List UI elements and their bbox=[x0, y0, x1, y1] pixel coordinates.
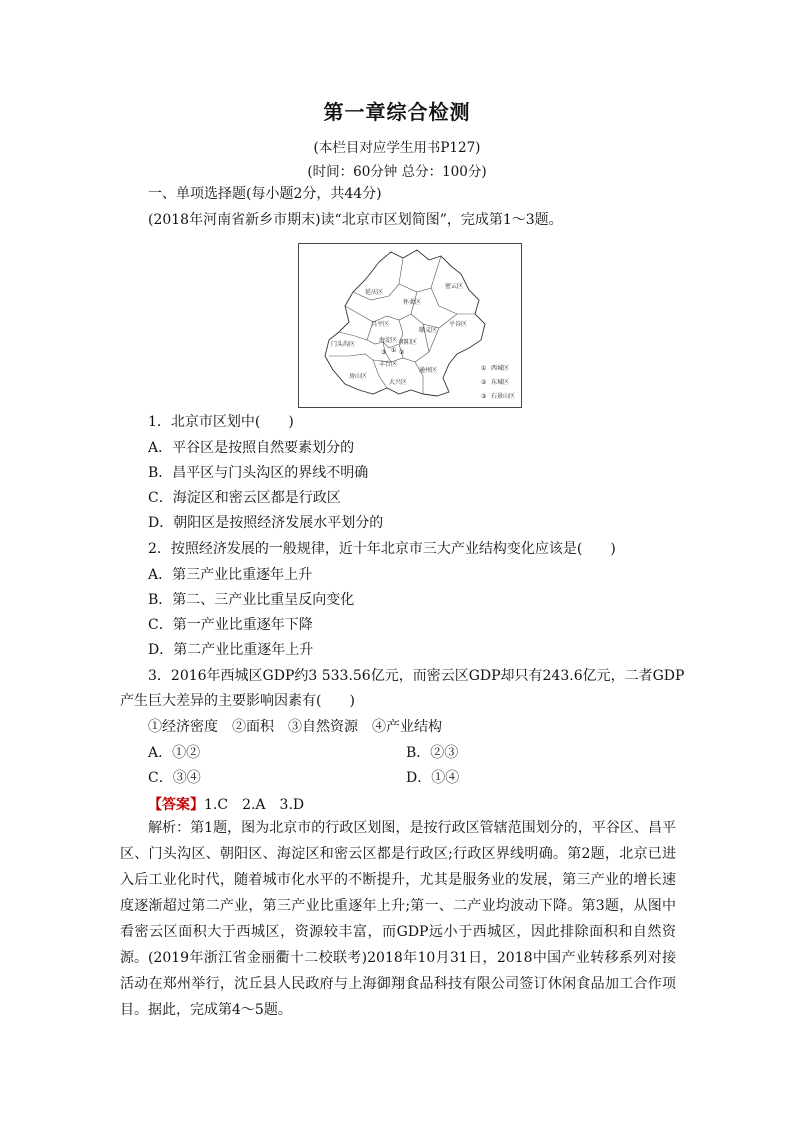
label-changping: 昌平区 bbox=[371, 321, 390, 328]
beijing-district-map bbox=[298, 243, 522, 408]
label-fangshan: 房山区 bbox=[349, 373, 368, 380]
label-yanqing: 延庆区 bbox=[365, 289, 384, 296]
legend-name-3: 石景山区 bbox=[491, 393, 516, 400]
q2-option-b: B．第二、三产业比重呈反向变化 bbox=[148, 592, 355, 608]
legend-num-2: ② bbox=[481, 379, 487, 386]
label-haidian: 海淀区 bbox=[379, 337, 398, 344]
q1-option-a: A．平谷区是按照自然要素划分的 bbox=[148, 440, 355, 456]
q2-stem: 2．按照经济发展的一般规律，近十年北京市三大产业结构变化应该是( ) bbox=[148, 541, 616, 557]
label-shunyi: 顺义区 bbox=[419, 327, 438, 334]
intro2-text: (2019年浙江省金丽衢十二校联考)2018年10月31日，2018中国产业转移系列对接活动在郑州举行，沈丘县人民政府与上海御翔食品科技有限公司签订休闲食品加工合作项目。据此，完成第4～5题。 bbox=[120, 950, 676, 1018]
legend-name-1: 西城区 bbox=[491, 365, 510, 372]
q3-option-b: B．②③ bbox=[406, 745, 459, 761]
question-intro-1: (2018年河南省新乡市期末)读“北京市区划简图”，完成第1～3题。 bbox=[148, 212, 563, 228]
q2-option-c: C．第一产业比重逐年下降 bbox=[148, 617, 313, 633]
label-tongzhou: 通州区 bbox=[419, 367, 438, 374]
source-note: (本栏目对应学生用书P127) bbox=[313, 140, 481, 156]
q1-option-c: C．海淀区和密云区都是行政区 bbox=[148, 490, 341, 506]
legend-num-1: ① bbox=[481, 365, 487, 372]
label-daxing: 大兴区 bbox=[389, 379, 408, 386]
q3-stem-line2: 产生巨大差异的主要影响因素有( ) bbox=[120, 693, 355, 709]
label-huairou: 怀柔区 bbox=[403, 299, 422, 306]
section-heading: 一、单项选择题(每小题2分，共44分) bbox=[148, 186, 382, 202]
q2-option-d: D．第二产业比重逐年上升 bbox=[148, 642, 314, 658]
q3-stem-line1: 3．2016年西城区GDP约3 533.56亿元，而密云区GDP却只有243.6亿元，二者GDP bbox=[148, 668, 685, 684]
answer-text: 1.C 2.A 3.D bbox=[204, 797, 305, 813]
answer-line bbox=[148, 795, 304, 815]
q3-option-c: C．③④ bbox=[148, 770, 201, 786]
q2-option-a: A．第三产业比重逐年上升 bbox=[148, 567, 313, 583]
label-miyun: 密云区 bbox=[445, 283, 464, 290]
analysis-text: 解析：第1题，图为北京市的行政区划图，是按行政区管辖范围划分的，平谷区、昌平区、门头沟区、朝阳区、海淀区和密云区都是行政区;行政区界线明确。第2题，北京已进入后工业化时代，随着城市化水平的不断提升，尤其是服务业的发展，第三产业的增长速度逐渐超过第二产业，第三产业比重逐年上升;第一、二产业均波动下降。第3题，从图中看密云区面积大于西城区，资源较丰富，而GDP远小于西城区，因此排除面积和自然资源。 bbox=[120, 820, 676, 966]
map-drawing bbox=[299, 244, 521, 407]
legend-name-2: 东城区 bbox=[491, 379, 510, 386]
marker-2: ② bbox=[399, 349, 405, 356]
time-score: (时间：60分钟 总分：100分) bbox=[307, 164, 487, 180]
question-intro-2 bbox=[120, 945, 676, 1023]
q1-stem: 1．北京市区划中( ) bbox=[148, 414, 294, 430]
q3-option-d: D．①④ bbox=[406, 770, 460, 786]
label-pinggu: 平谷区 bbox=[449, 321, 468, 328]
page-title: 第一章综合检测 bbox=[323, 100, 471, 124]
q1-option-d: D．朝阳区是按照经济发展水平划分的 bbox=[148, 515, 384, 531]
q3-factors: ①经济密度 ②面积 ③自然资源 ④产业结构 bbox=[148, 719, 442, 735]
marker-1: ① bbox=[391, 347, 397, 354]
answer-tag: 【答案】 bbox=[148, 797, 204, 813]
q1-option-b: B．昌平区与门头沟区的界线不明确 bbox=[148, 465, 369, 481]
marker-3: ③ bbox=[381, 349, 387, 356]
label-fengtai: 丰台区 bbox=[379, 361, 398, 368]
label-chaoyang: 朝阳区 bbox=[399, 339, 418, 346]
legend-num-3: ③ bbox=[481, 393, 487, 400]
label-mentougou: 门头沟区 bbox=[331, 341, 356, 348]
q3-option-a: A．①② bbox=[148, 745, 201, 761]
